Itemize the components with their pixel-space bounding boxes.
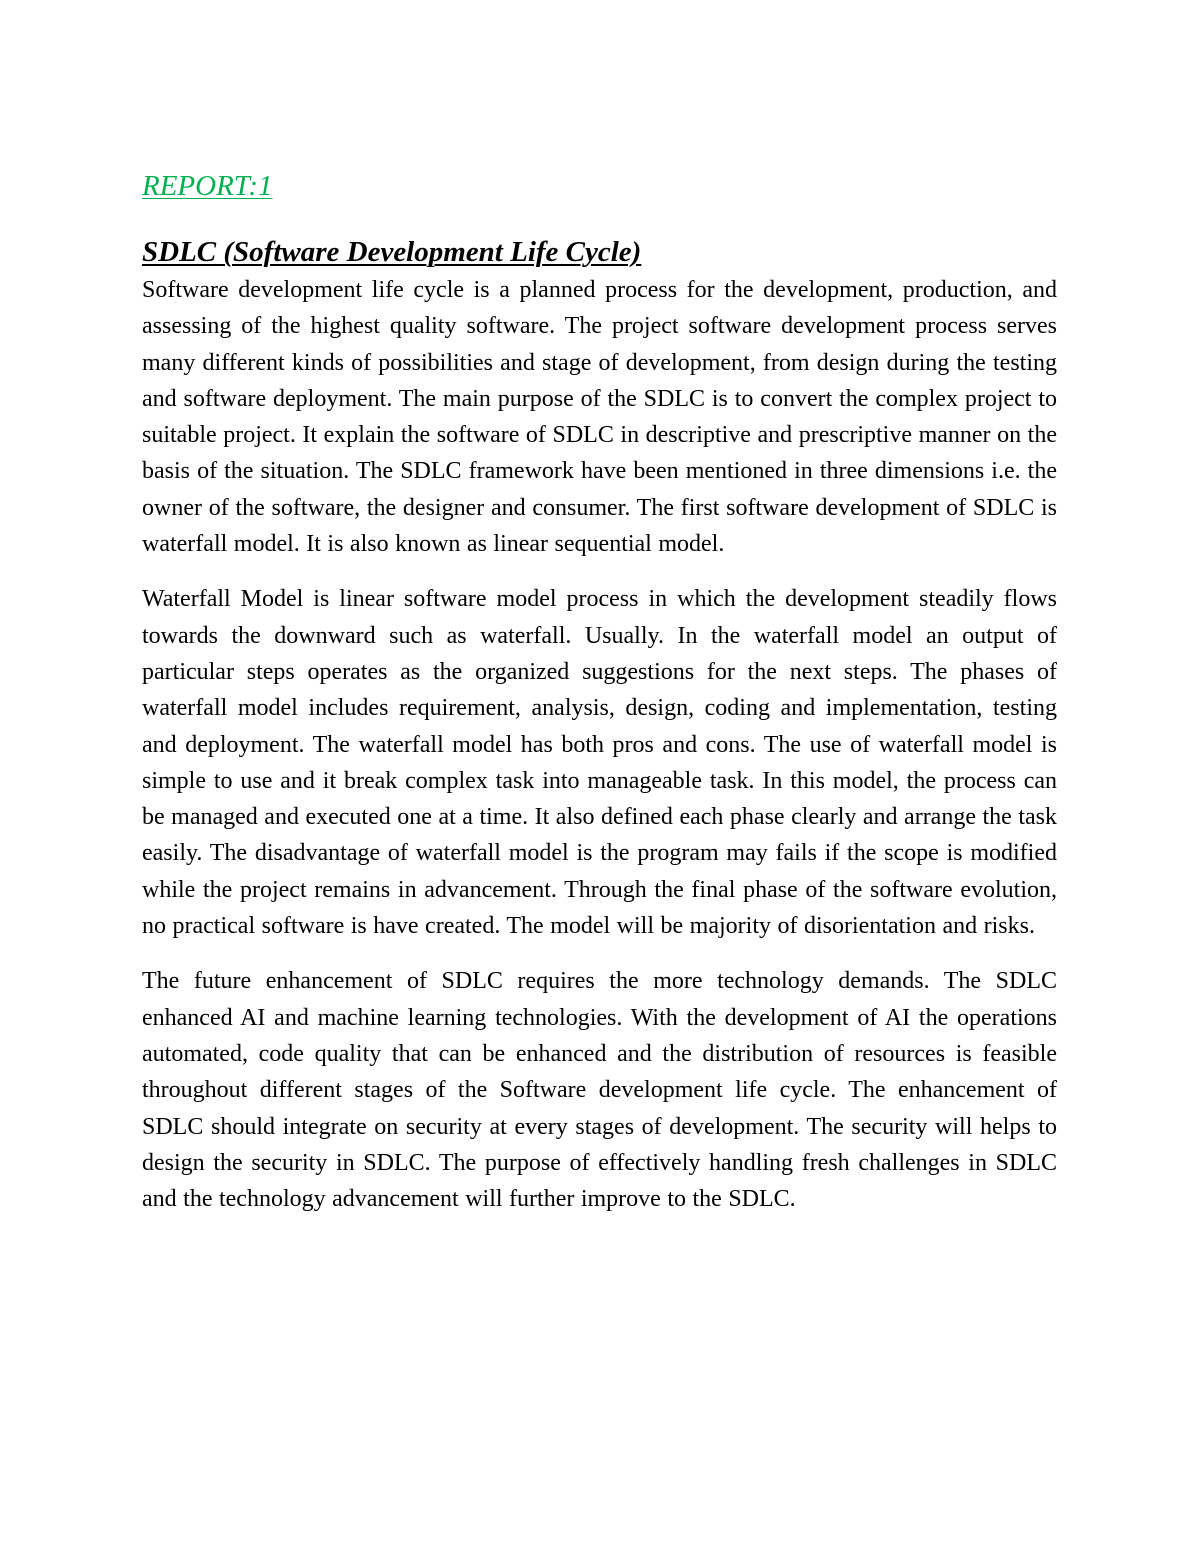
- paragraph-future-enhancement: The future enhancement of SDLC requires the more technology demands. The SDLC enhanced AI and machine learning technologies. With the development of AI the operations automated, code quality that can be enhanced and the distribution of resources is feasible throughout different stages of the Software development life cycle. The enhancement of SDLC should integrate on security at every stages of development. The security will helps to design the security in SDLC. The purpose of effectively handling fresh challenges in SDLC and the technology advancement will further improve to the SDLC.: [142, 968, 1057, 1213]
- report-label: REPORT:1: [142, 170, 273, 202]
- section-heading: SDLC (Software Development Life Cycle): [142, 236, 642, 268]
- paragraph-sdlc-intro: Software development life cycle is a planned process for the development, production, and assessing of the highest quality software. The project software development process serves many different kinds of possibilities and stage of development, from design during the testing and software deployment. The main purpose of the SDLC is to convert the complex project to suitable project. It explain the software of SDLC in descriptive and prescriptive manner on the basis of the situation. The SDLC framework have been mentioned in three dimensions i.e. the owner of the software, the designer and consumer. The first software development of SDLC is waterfall model. It is also known as linear sequential model.: [142, 277, 1057, 558]
- document-body: [142, 168, 1057, 1217]
- paragraph-waterfall-model: Waterfall Model is linear software model process in which the development steadily flows towards the downward such as waterfall. Usually. In the waterfall model an output of particular steps operates as the organized suggestions for the next steps. The phases of waterfall model includes requirement, analysis, design, coding and implementation, testing and deployment. The waterfall model has both pros and cons. The use of waterfall model is simple to use and it break complex task into manageable task. In this model, the process can be managed and executed one at a time. It also defined each phase clearly and arrange the task easily. The disadvantage of waterfall model is the program may fails if the scope is modified while the project remains in advancement. Through the final phase of the software evolution, no practical software is have created. The model will be majority of disorientation and risks.: [142, 586, 1057, 940]
